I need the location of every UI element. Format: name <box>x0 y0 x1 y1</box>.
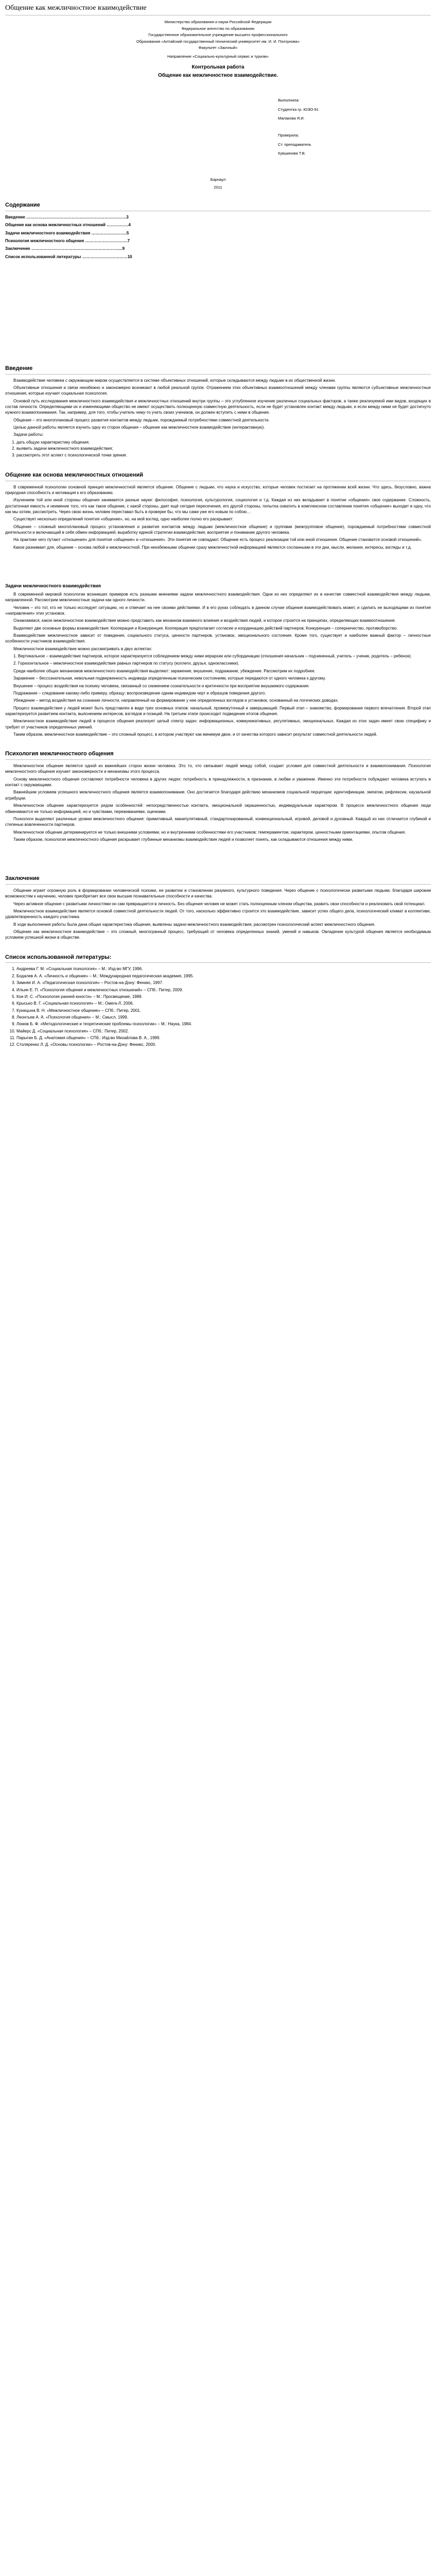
paragraph: Существует несколько определений понятия «общение», но, на мой взгляд, одно наиболее полно его раскрывает: <box>13 517 234 522</box>
performer-label: Выполнила: <box>278 98 300 103</box>
paragraph: Задачи работы: <box>13 432 44 437</box>
toc-item[interactable]: Психология межличностного общения ………………………….7 <box>5 238 130 243</box>
paragraph: Процесс взаимодействия у людей может быть представлен в виде трех основных этапов: начальный, промежуточный и завершающий. Первый этап – знакомство, формирование первого впечатления. Второй этап характеризуется развитием контакта, выяснением интересов, взглядов и позиций. На третьем этапе происходит подведение итогов общения. <box>5 705 431 716</box>
tasks-list <box>5 439 431 458</box>
paragraph: Целью данной работы является изучить одну из сторон общения – общение как межличностное взаимодействие (интерактивную). <box>13 425 265 430</box>
section-communication-basis <box>5 471 431 550</box>
paragraph: Среди наиболее общих механизмов межличностного взаимодействия выделяют: заражение, внушение, подражание, убеждение. Рассмотрим их подробнее. <box>13 668 316 673</box>
reference-item: 9. Ломов Б. Ф. «Методологические и теоретические проблемы психологии» – М.: Наука, 1984. <box>16 1021 431 1027</box>
toc-heading: Содержание <box>5 201 431 211</box>
conclusion-heading: Заключение <box>5 875 431 885</box>
references-section <box>5 954 431 1048</box>
paragraph: Изучением той или иной стороны общения занимается разные науки: философия, психология, культурология, социология и т.д. Каждая из них вкладывает в понятие «общения» свое содержание. Сложность, достаточная емкость и неимение того, что как такое общение, с какой стороны, дает ещё сегодня пересечения, его другой стороны, попытка охватить в комплексном составлении понятия «общение» выходит в одну, что как мы хотим, рассмотреть. Через свою жизнь человек переставал быть в проверке бы, что мы сами уже его новым по собою… <box>5 498 431 514</box>
paragraph: Межличностное взаимодействие является основой совместной деятельности людей. От того, насколько эффективно строится это взаимодействие, зависит успех общего дела, психологический климат в коллективе, удовлетворенность каждого участника. <box>5 909 431 920</box>
reference-item: 1. Андреева Г. М. «Социальная психология» – М.: Изд-во МГУ, 1996. <box>16 966 431 972</box>
reference-item: 11. Парыгин Б. Д. «Анатомия общения» – СПб.: Изд-во Михайлова В. А., 1999. <box>16 1035 431 1041</box>
section-heading: Общение как основа межличностных отношений <box>5 471 431 481</box>
reference-item: 4. Ильин Е. П. «Психология общения и межличностных отношений» – СПб.: Питер, 2009. <box>16 987 431 993</box>
paragraph: Основой путь исследования межличностного взаимодействия и межличностных отношений внутри группы – это углубленное изучение различных социальных факторов, а также реализуемой ими видов, входящих в состав личности. Определяющими их и изменяющими общество не имеют осуществить полноценную совместную деятельность, если не будет установлен контакт между людьми, и если между ними не будет достигнуто нужного взаимопонимания. Так, например, для того, чтобы учитель чему-то учить своих учеников, он должен вступить с ними в общение. <box>5 398 431 415</box>
introduction-section <box>5 365 431 458</box>
paragraph: Межличностное общение является одной из важнейших сторон жизни человека. Это то, что связывает людей между собой, создает условия для совместной деятельности и взаимопонимания. Психология межличностного общения изучает закономерности и механизмы этого процесса. <box>5 764 431 774</box>
paragraph: 2. Горизонтальное – межличностное взаимодействие равных партнеров по статусу (коллеги, друзья, одноклассники). <box>13 661 239 666</box>
paragraph: Основу межличностного общения составляют потребности человека в других людях: потребность в принадлежности, в признании, в любви и уважении. Именно эти потребности побуждают человека вступать в контакт с окружающими. <box>5 776 431 788</box>
section-psychology <box>5 750 431 842</box>
year: 2011 <box>214 184 222 190</box>
toc-item[interactable]: Список использованной литературы ……………………………10 <box>5 254 132 259</box>
references-heading: Список использованной литературы: <box>5 954 431 963</box>
reference-item: 10. Майерс Д. «Социальная психология» – СПб.: Питер, 2002. <box>16 1028 431 1034</box>
paragraph: Заражение – бессознательная, невольная подверженность индивида определенным психическим состояниям, которые передаются от одного человека к другому. <box>13 676 326 681</box>
paragraph: Внушение – процесс воздействия на психику человека, связанный со снижением сознательности и критичности при восприятии внушаемого содержания. <box>13 683 310 688</box>
paragraph: Психологи выделяют различные уровни межличностного общения: примитивный, манипулятивный, стандартизированный, конвенциональный, игровой, деловой и духовный. Каждый из них отличается глубиной и степенью вовлеченности партнеров. <box>5 816 431 827</box>
table-of-contents <box>5 201 431 260</box>
ministry-line: Министерство образования и науки Российской Федерации <box>164 19 272 24</box>
teacher-position: Ст. преподаватель <box>278 142 311 147</box>
paragraph: Человек – это тот, кто не только исследует ситуацию, но и отвечает на нее своими действиями. И в его руках соблюдать в данном случае общения взаимодействовать может, и сделать не выходящими из понятия «направления» этих установок. <box>5 605 431 616</box>
paragraph: На практике чего путают «отношения» для понятия «общение» и «отношения». Эти понятия не совпадают. Общение есть процесс реализации той или иной отношения. Общение становится основой отношений». <box>13 537 423 543</box>
document-page <box>0 0 436 1059</box>
paragraph: Выделяют две основные формы взаимодействия: Кооперация и Конкуренция. Кооперация предполагает согласие и координацию действий партнеров; Конкуренция – соперничество, противоборство. <box>13 625 398 631</box>
toc-item[interactable]: Заключение ………………………………………………………....9 <box>5 246 125 251</box>
paragraph: Подражание – следование какому-либо примеру, образцу; воспроизведение одним индивидом черт и образцов поведения другого. <box>13 690 266 696</box>
paragraph: Какое разнимает для, общение – основа любой и межличностной. При неизбежными общении сразу межличностной информацией являются сосланными в эти дни, мысли, желания, интересы, взгляды и т.д. <box>13 545 412 550</box>
paragraph: Важнейшим условием успешного межличностного общения является взаимопонимание. Оно достигается благодаря действию механизмов социальной перцепции: идентификации, эмпатии, рефлексии, каузальной атрибуции. <box>5 790 431 801</box>
paragraph: Общение играет огромную роль в формировании человеческой психики, ее развитии и становлении разумного, культурного поведения. Через общение с психологически развитыми людьми, благодаря широким возможностям к научению, человек приобретает все свои высшие познавательные способности и качества. <box>5 888 431 899</box>
paragraph: Общение – это многоплановый процесс развития контактов между людьми, порождаемый потребностями совместной деятельности. <box>13 417 270 422</box>
conclusion-section <box>5 875 431 940</box>
reference-item: 12. Столяренко Л. Д. «Основы психологии» – Ростов-на-Дону: Феникс, 2000. <box>16 1042 431 1047</box>
section-interaction-tasks <box>5 583 431 737</box>
paragraph: В современной мировой психологии возникших примеров есть разными мнениями задачи межличностного взаимодействия. Одни из них определяют их в качестве совместной взаимодействия между людьми, направленной. Рассмотрим межличностные задачи как одного личности. <box>5 591 431 603</box>
paragraph: Общение – сложный многоплановый процесс установления и развития контактов между людьми (межличностное общение) и группами (межгрупповое общение), порождаемый потребностями совместной деятельности и включающий в себя обмен информацией, выработку единой стратегии взаимодействия, восприятие и понимание другого человека. <box>5 524 431 535</box>
work-topic: Общение как межличностное взаимодействие. <box>158 72 278 78</box>
paragraph: Взаимодействие человека с окружающим миром осуществляется в системе объективных отношений, которые складываются между людьми в их общественной жизни. <box>13 378 336 383</box>
agency-line: Федеральное агентство по образованию <box>181 26 255 31</box>
city: Барнаул <box>210 177 226 182</box>
list-item: 1. дать общую характеристику общения; <box>16 439 431 445</box>
checker-label: Проверила: <box>278 133 299 138</box>
city-year-block <box>5 177 431 190</box>
paragraph: Таким образом, психология межличностного общения раскрывает глубинные механизмы взаимодействия людей и позволяет понять, как складываются отношения между ними. <box>13 837 354 842</box>
reference-item: 6. Крысько В. Г. «Социальная психология» – М.: Омега-Л, 2006. <box>16 1001 431 1006</box>
reference-item: 5. Кон И. С. «Психология ранней юности» – М.: Просвещение, 1989. <box>16 994 431 999</box>
signature-block <box>278 98 431 157</box>
student-name: Малакова Я.И. <box>278 116 305 121</box>
reference-item: 7. Куницына В. Н. «Межличностное общение» – СПб.: Питер, 2001. <box>16 1008 431 1013</box>
references-list <box>5 966 431 1047</box>
paragraph: Межличностное общение детерминируется не только внешними условиями, но и внутренними особенностями его участников: темпераментом, характером, ценностными ориентациями, опытом общения. <box>13 829 406 835</box>
paragraph: Общение как межличностное взаимодействие – это сложный, многогранный процесс, требующий от человека определенных знаний, умений и навыков. Овладение культурой общения является необходимым условием успешной жизни в обществе. <box>5 929 431 940</box>
paragraph: В современной психологии основной принцип межличностной является общение. Общение с людьми, что наука и искусство, которые человек постигает на протяжении всей жизни. Что здесь, безусловно, важна природная способность и мотивация к его образованию. <box>5 484 431 495</box>
title-page-header <box>5 20 431 60</box>
list-item: 2. выявить задачи межличностного взаимодействия; <box>16 446 431 451</box>
paragraph: Убеждение – метод воздействия на сознание личности, направленный на формирование у нее определенных взглядов и установок, основанный на логических доводах. <box>13 698 339 703</box>
list-item: 3. рассмотреть этот аспект с психологической точки зрения. <box>16 452 431 458</box>
paragraph: 1. Вертикальное – взаимодействие партнеров, которое характеризуется соблюдением между ними иерархии или субординации (отношения начальник – подчиненный, учитель – ученик, родитель – ребенок). <box>13 654 412 659</box>
toc-item[interactable]: Введение ……………………………………………………………….3 <box>5 214 129 219</box>
paragraph: Таким образом, межличностное взаимодействие – это сложный процесс, в котором участвуют как минимум двое, и от качества которого зависит результат совместной деятельности людей. <box>13 732 377 737</box>
paragraph: Взаимодействие межличностное зависит от поведения, социального статуса, ценности партнеров, установок, эмоционального состояния. Кроме того, существует и наиболее важный фактор – личностные особенности участников взаимодействия. <box>5 633 431 644</box>
paragraph: Межличностное общение характеризуется рядом особенностей: непосредственностью контакта, эмоциональной окрашенностью, индивидуальным характером. В процессе межличностного общения люди обмениваются не только информацией, но и чувствами, переживаниями, оценками. <box>5 803 431 814</box>
paragraph: Через активное общение с развитыми личностями он сам превращается в личность. Без общения человек не может стать полноценным членом общества, развить свои способности и реализовать свой потенциал. <box>13 901 426 906</box>
section-heading: Задачи межличностного взаимодействия <box>5 583 101 589</box>
toc-item[interactable]: Задачи межличностного взаимодействия ……………………..5 <box>5 230 129 235</box>
student-group: Студентка гр. ЮЭО-91 <box>278 107 319 112</box>
reference-item: 8. Леонтьев А. А. «Психология общения» – М.: Смысл, 1999. <box>16 1014 431 1020</box>
paragraph: Межличностное взаимодействие можно рассматривать в двух аспектах: <box>13 646 152 651</box>
faculty-line: Факультет «Заочный» <box>198 45 238 50</box>
institution-line: Государственное образовательное учреждение высшего профессионального <box>148 32 288 38</box>
paragraph: В ходе выполнения работы была дана общая характеристика общения, выявлены задачи межличностного взаимодействия, рассмотрен психологический аспект межличностного общения. <box>13 922 376 927</box>
teacher-name: Кувшинова Т.В. <box>278 151 306 156</box>
paragraph: Ознакомимся, какое межличностное взаимодействие можно представить как механизм взаимного влияния и воздействия людей, и которое строится на принципах, определяющих взаимоотношения. <box>13 618 396 623</box>
direction-line: Направление «Социально-культурный сервис и туризм» <box>167 54 269 59</box>
university-line: Образования «Алтайский государственный технический университет им. И. И. Ползунова» <box>136 39 300 44</box>
reference-item: 3. Зимняя И. А. «Педагогическая психология» – Ростов-на-Дону: Феникс, 1997. <box>16 980 431 986</box>
toc-item[interactable]: Общение как основа межличностных отношений …………….4 <box>5 223 131 228</box>
reference-item: 2. Бодалев А. А. «Личность и общение» – М.: Международная педагогическая академия, 1995. <box>16 973 431 979</box>
paragraph: Межличностное взаимодействие людей в процессе общения реализует целый спектр задач: информационных, коммуникативных, регулятивных, эмоциональных. Каждая из этих задач имеет свою специфику и требует от участников определенных умений. <box>5 719 431 730</box>
page-title: Общение как межличностное взаимодействие <box>5 3 431 15</box>
introduction-heading: Введение <box>5 365 431 375</box>
section-heading: Психология межличностного общения <box>5 750 431 760</box>
work-type: Контрольная работа <box>191 64 245 70</box>
paragraph: Объективные отношения и связи неизбежно и закономерно возникают в любой реальной группе. Отражением этих объективных взаимоотношений между членами группы являются субъективные межличностные отношения, которые изучает социальная психология. <box>5 385 431 396</box>
